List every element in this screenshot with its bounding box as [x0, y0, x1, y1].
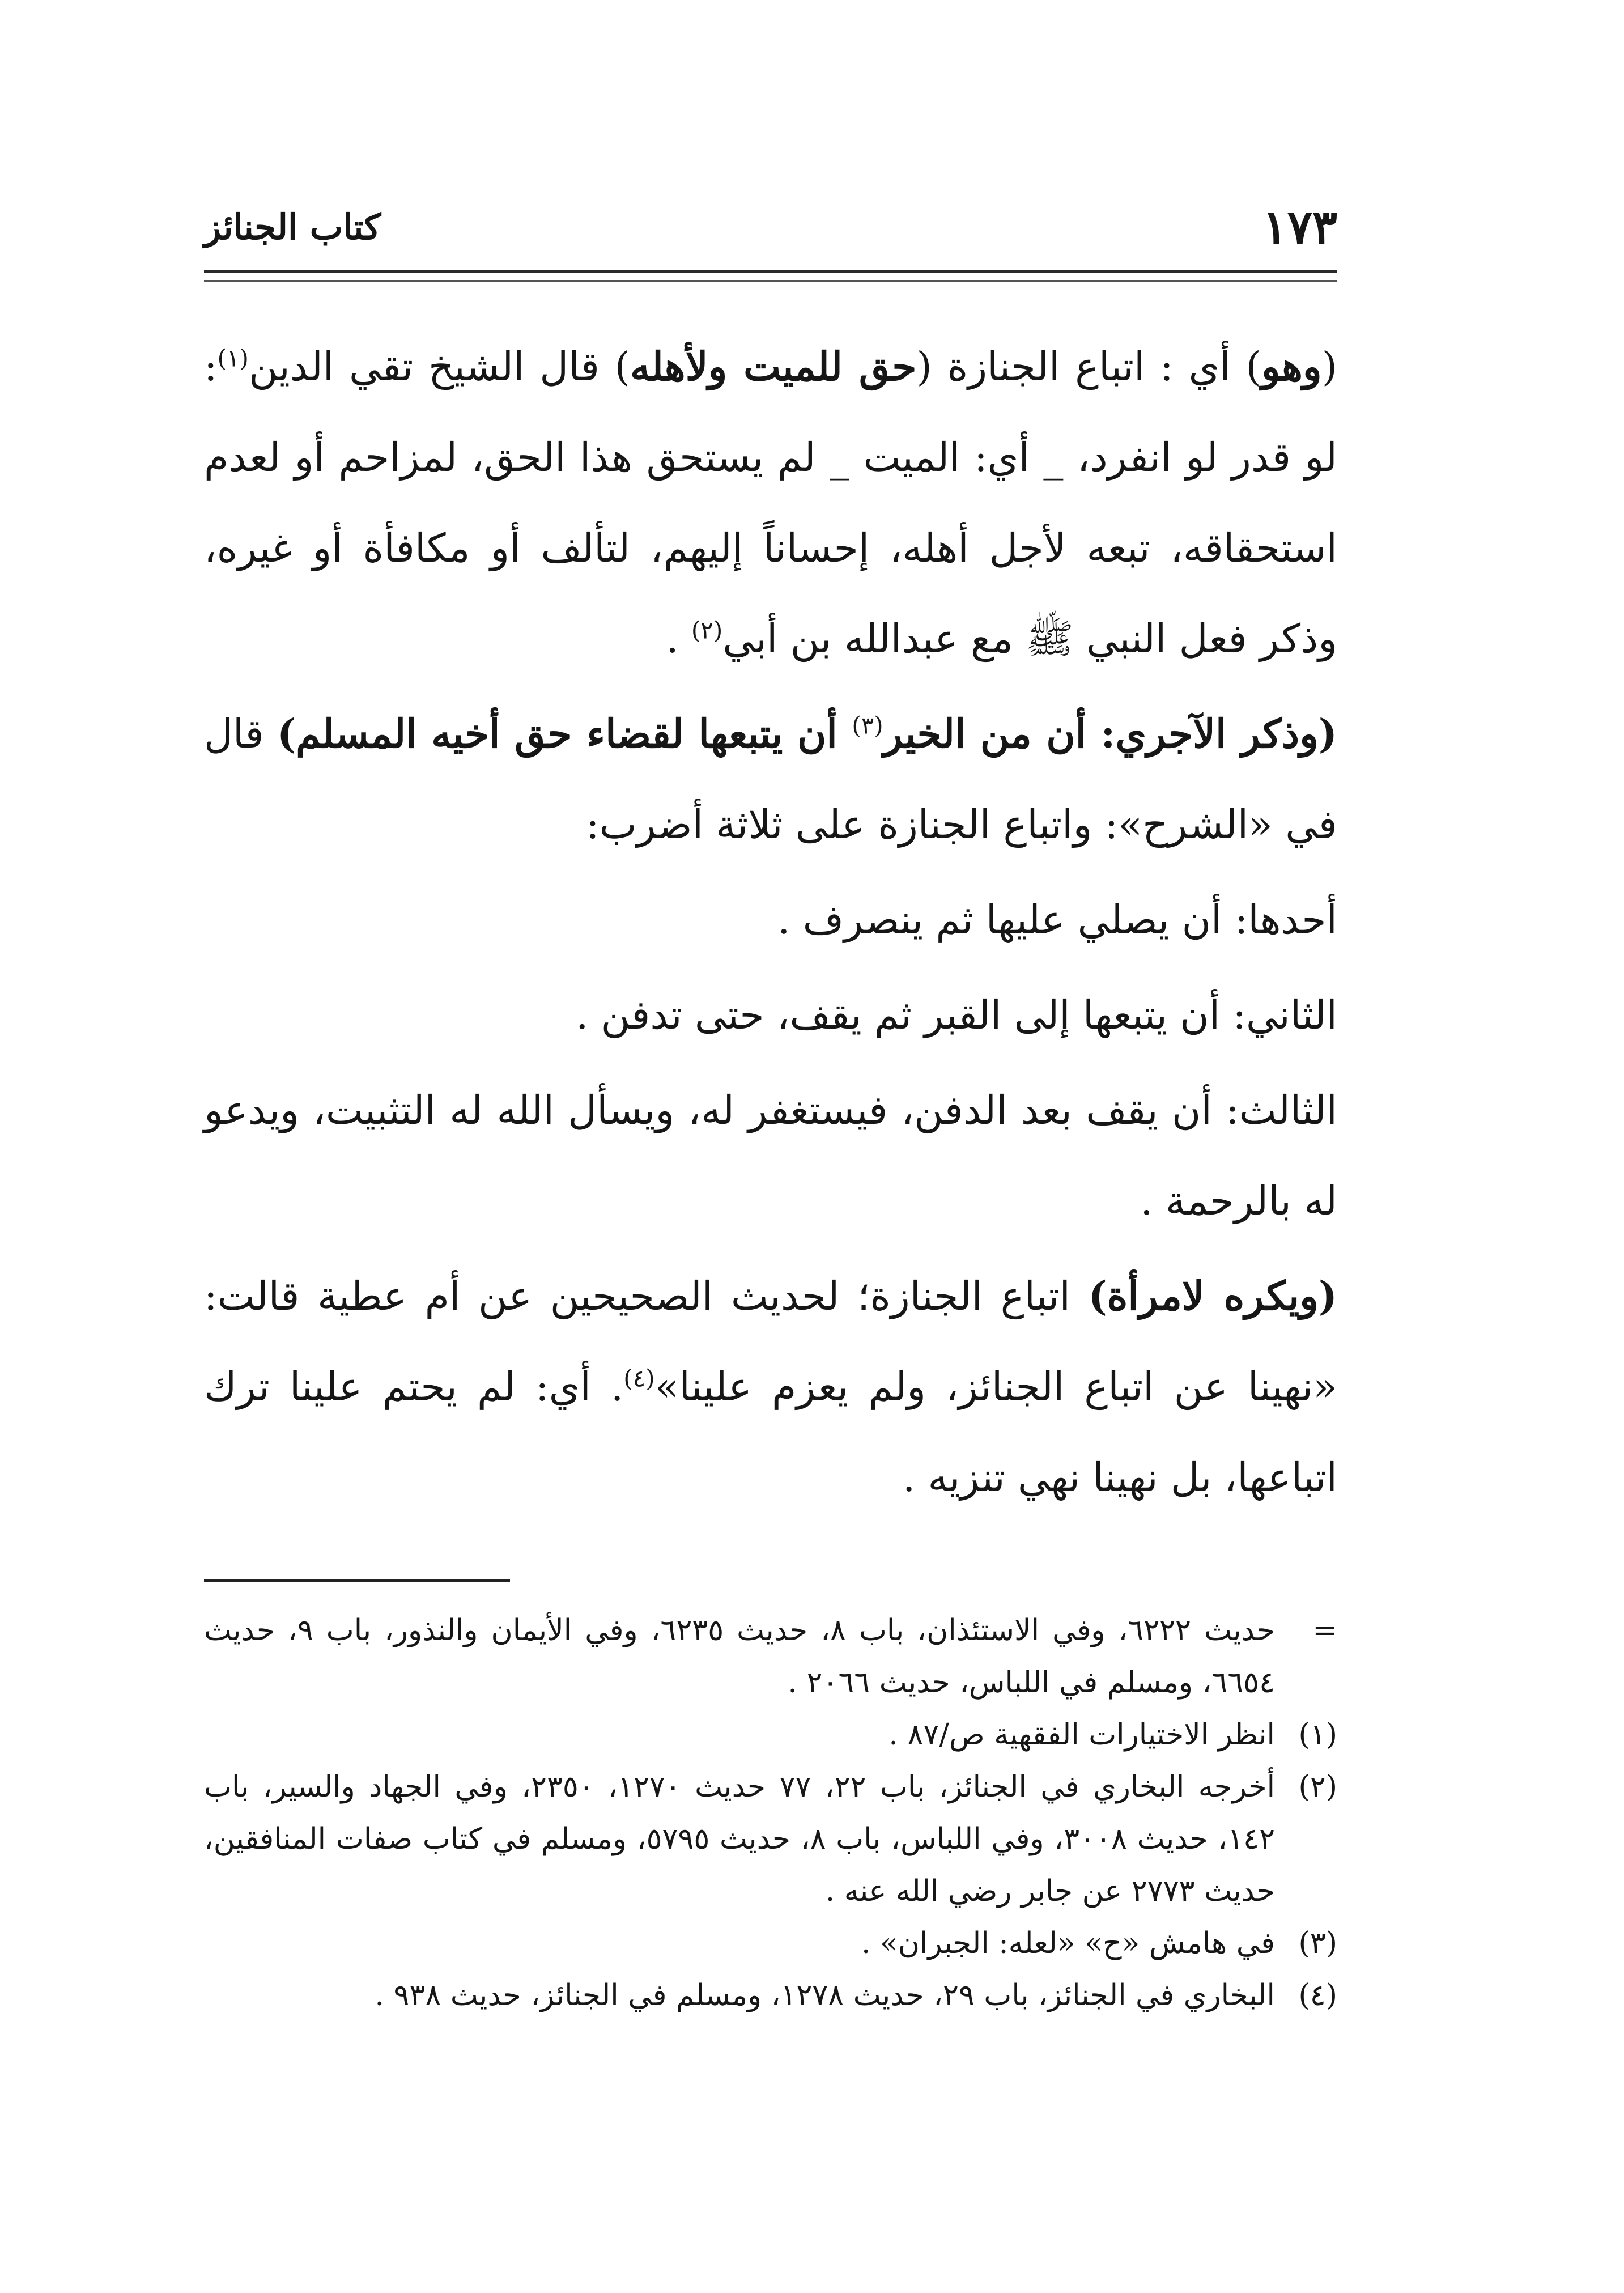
footnote-mark: (١)	[1298, 1718, 1337, 1752]
footnote-ref-2[interactable]: (٢)	[691, 616, 723, 644]
bold-term: أن يتبعها لقضاء حق أخيه المسلم)	[277, 710, 852, 757]
text-run: ) أي : اتباع الجنازة (	[916, 343, 1261, 390]
footnote-continued	[204, 1604, 1337, 1709]
text-run: ) قال الشيخ تقي الدين	[248, 343, 630, 390]
bold-term: حق للميت ولأهله	[630, 343, 917, 390]
footnote-ref-1[interactable]: (١)	[217, 344, 249, 372]
paragraph-3: أحدها: أن يصلي عليها ثم ينصرف .	[777, 897, 1337, 943]
footnote-3	[204, 1917, 1337, 1969]
bold-term: وهو	[1261, 343, 1322, 390]
footnote-text: انظر الاختيارات الفقهية ص/٨٧ .	[888, 1718, 1275, 1752]
running-title: كتاب الجنائز	[204, 206, 381, 248]
footnote-mark: =	[1312, 1613, 1337, 1647]
paragraph-2	[204, 689, 1337, 870]
main-text	[204, 321, 1337, 1523]
footnotes	[204, 1604, 1337, 2022]
text-run: قال في «الشرح»: واتباع الجنازة على ثلاثة أضرب:	[204, 711, 1337, 848]
footnote-ref-4[interactable]: (٤)	[623, 1364, 655, 1392]
footnote-text: أخرجه البخاري في الجنائز، باب ٢٢، ٧٧ حديث ١٢٧٠، ٢٣٥٠، وفي الجهاد والسير، باب ١٤٢، حديث ٣٠٠٨، وفي اللباس، باب ٨، حديث ٥٧٩٥، ومسلم في كتاب صفات المنافقين، حديث ٢٧٧٣ عن جابر رضي الله عنه .	[204, 1770, 1276, 1908]
text-run: اتباع الجنازة؛ لحديث الصحيحين عن أم عطية قالت: «نهينا عن اتباع الجنائز، ولم يعزم علينا»	[204, 1273, 1338, 1410]
text-run: : لو قدر لو انفرد، _ أي: الميت _ لم يستحق هذا الحق، لمزاحم أو لعدم استحقاقه، تبعه لأجل أهله، إحساناً إليهم، لتألف أو مكافأة أو غيره، وذكر فعل النبي ﷺ مع عبدالله بن أبي	[204, 343, 1337, 662]
text-run: . أي: لم يحتم علينا ترك اتباعها، بل نهينا نهي تنزيه .	[204, 1364, 1337, 1501]
footnote-text: البخاري في الجنائز، باب ٢٩، حديث ١٢٧٨، ومسلم في الجنائز، حديث ٩٣٨ .	[375, 1978, 1275, 2012]
page-number: ١٧٣	[1262, 200, 1337, 254]
paragraph-5: الثالث: أن يقف بعد الدفن، فيستغفر له، ويسأل الله له التثبيت، ويدعو له بالرحمة .	[204, 1087, 1337, 1224]
footnote-text: في هامش «ح» «لعله: الجبران» .	[861, 1926, 1275, 1960]
footnote-4	[204, 1969, 1337, 2022]
footnote-mark: (٣)	[1298, 1926, 1337, 1960]
book-page	[204, 200, 1338, 2022]
bold-term: (وذكر الآجري: أن من الخير	[883, 710, 1338, 757]
paragraph-6	[204, 1251, 1337, 1523]
footnote-mark: (٢)	[1298, 1770, 1337, 1804]
footnote-1	[204, 1709, 1337, 1761]
footnote-2	[204, 1761, 1337, 1917]
page-header	[204, 200, 1337, 266]
bold-term: (ويكره لامرأة)	[1088, 1272, 1338, 1319]
footnote-divider	[204, 1579, 510, 1582]
footnote-mark: (٤)	[1298, 1978, 1337, 2012]
text-run: .	[666, 615, 691, 662]
text-run: (	[1321, 343, 1337, 390]
footnote-ref-3[interactable]: (٣)	[852, 711, 883, 740]
footnote-text: حديث ٦٢٢٢، وفي الاستئذان، باب ٨، حديث ٦٢٣٥، وفي الأيمان والنذور، باب ٩، حديث ٦٦٥٤، ومسلم في اللباس، حديث ٢٠٦٦ .	[204, 1613, 1276, 1700]
paragraph-4: الثاني: أن يتبعها إلى القبر ثم يقف، حتى تدفن .	[576, 992, 1337, 1038]
header-rule	[204, 270, 1337, 282]
paragraph-1	[204, 321, 1337, 684]
